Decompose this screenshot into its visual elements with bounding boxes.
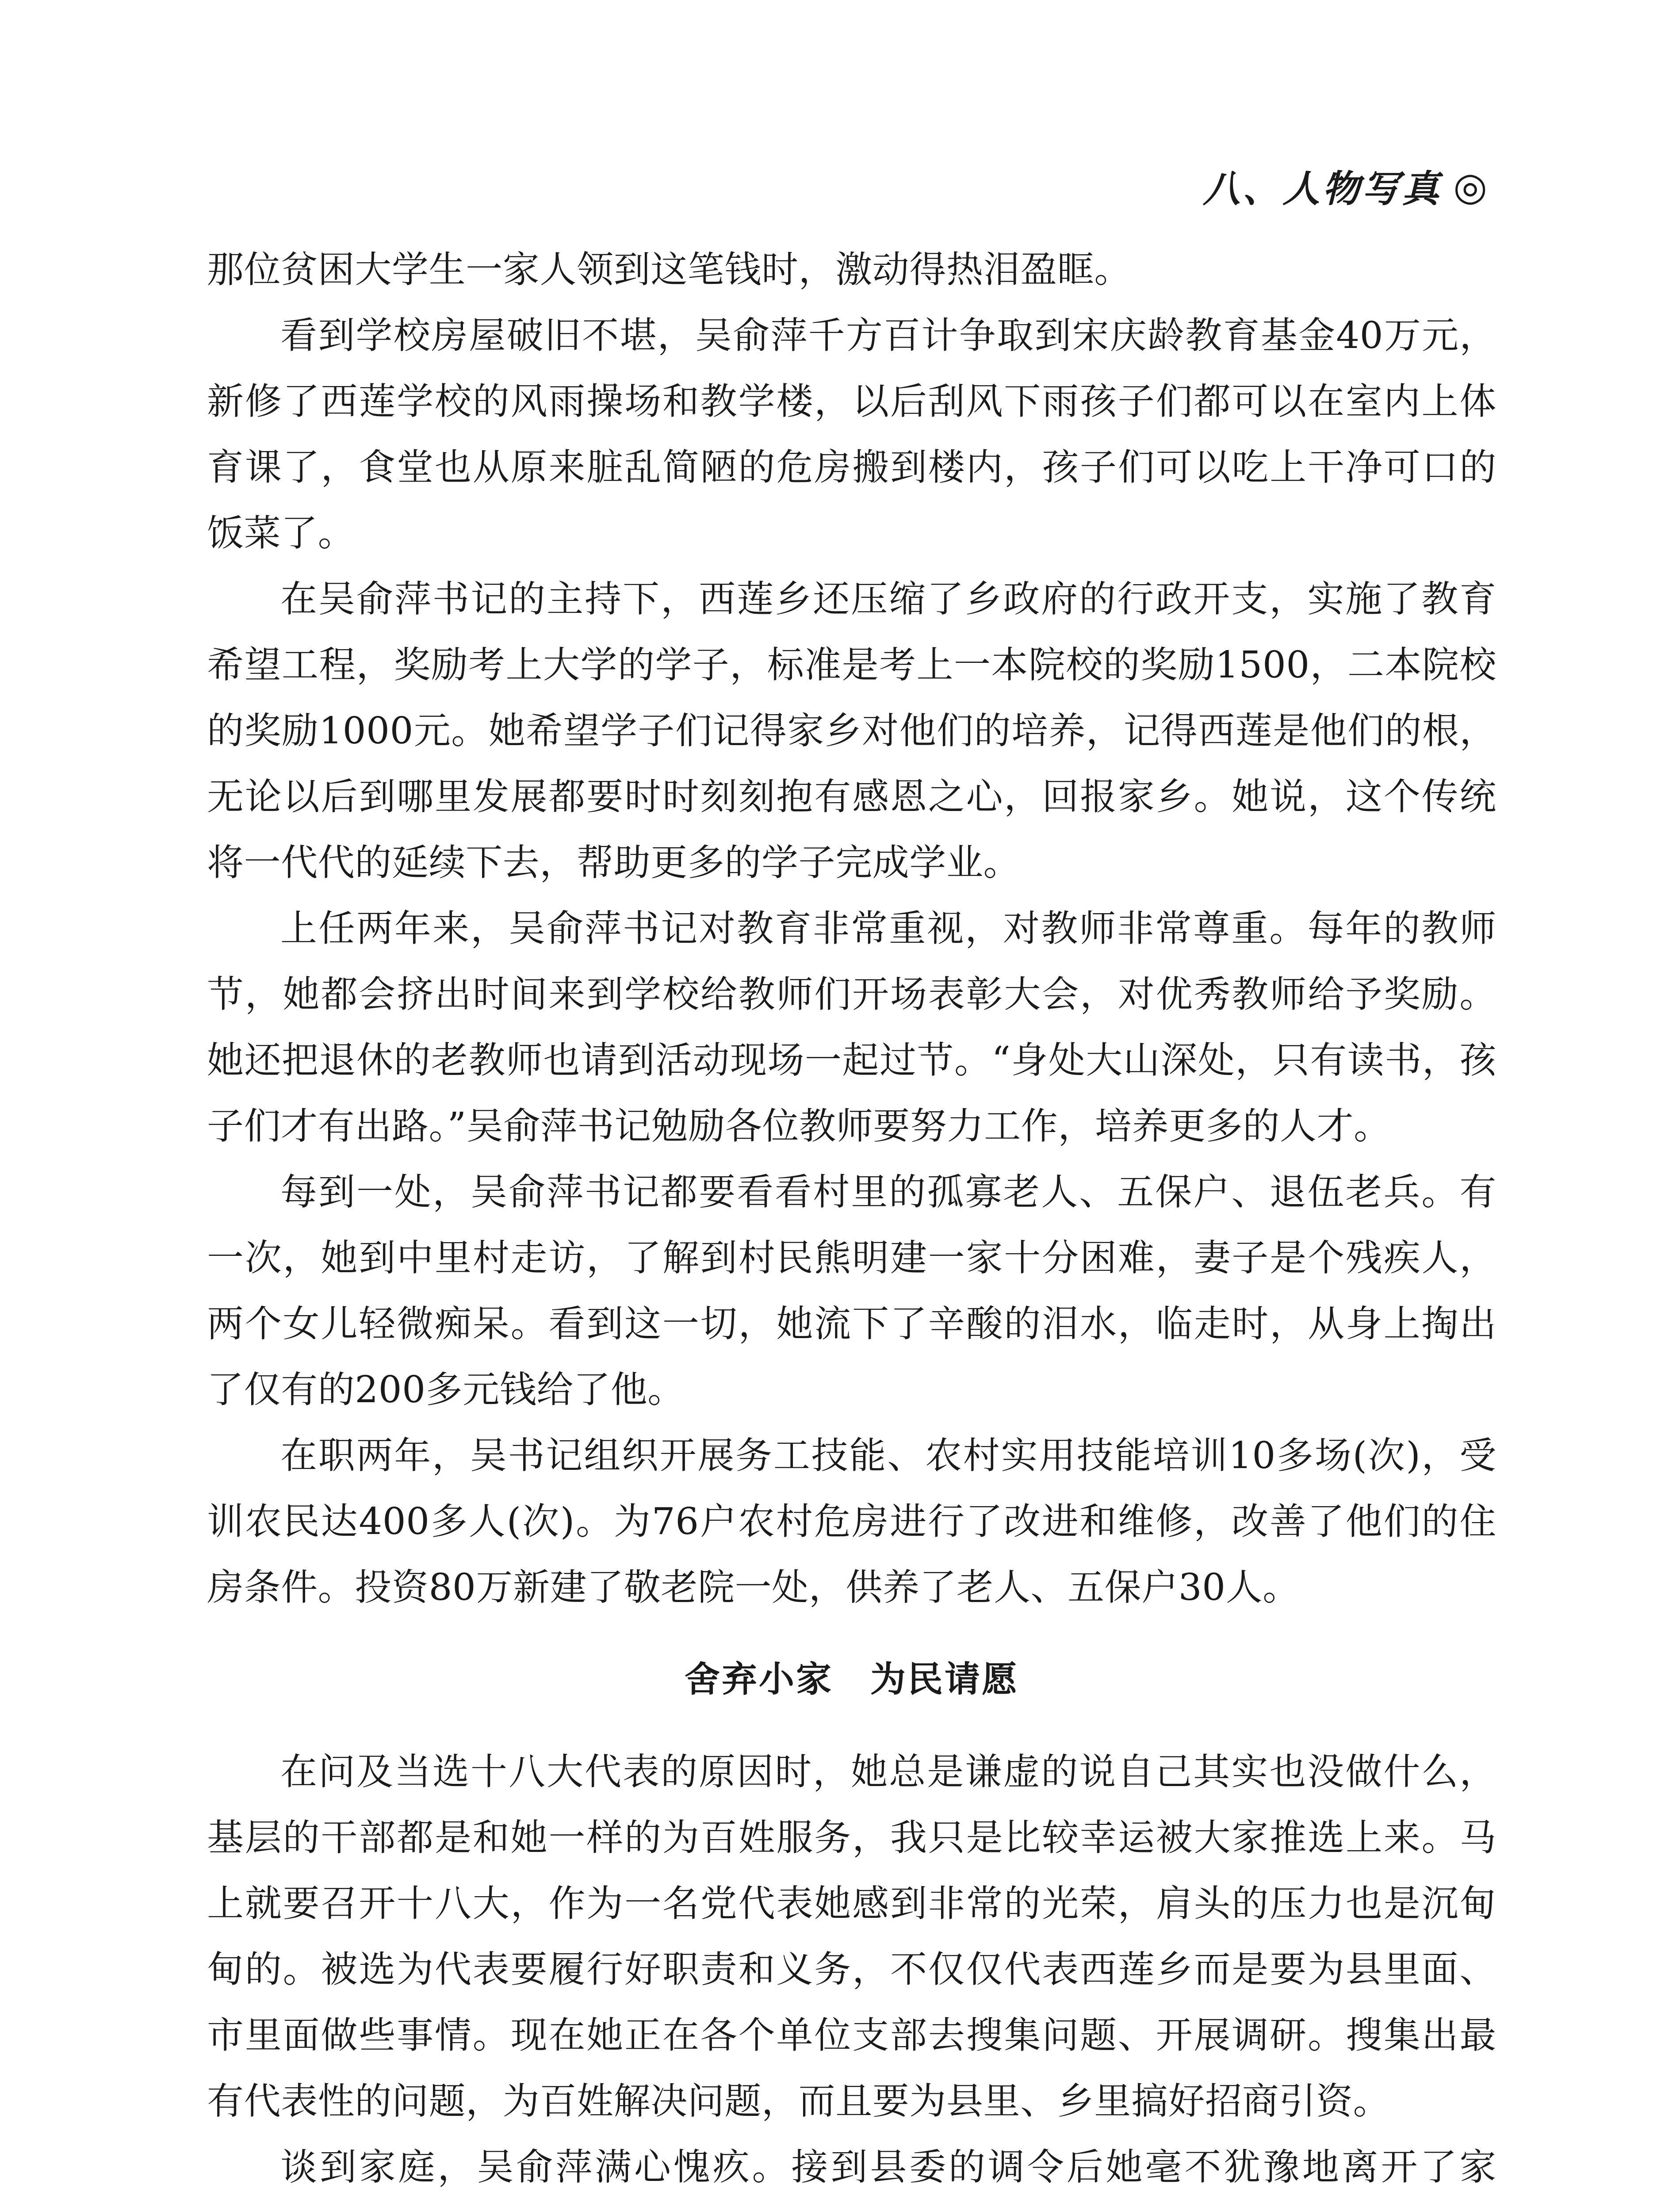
chapter-title: 八、人物写真 (1203, 167, 1442, 210)
paragraph: 在问及当选十八大代表的原因时，她总是谦虚的说自己其实也没做什么，基层的干部都是和她一样的为百姓服务，我只是比较幸运被大家推选上来。马上就要召开十八大，作为一名党代表她感到非常的光荣，肩头的压力也是沉甸甸的。被选为代表要履行好职责和义务，不仅仅代表西莲乡而是要为县里面、市里面做些事情。现在她正在各个单位支部去搜集问题、开展调研。搜集出最有代表性的问题，为百姓解决问题，而且要为县里、乡里搞好招商引资。 (207, 1750, 1496, 2123)
paragraph: 上任两年来，吴俞萍书记对教育非常重视，对教师非常尊重。每年的教师节，她都会挤出时间来到学校给教师们开场表彰大会，对优秀教师给予奖励。她还把退休的老教师也请到活动现场一起过节。“身处大山深处，只有读书，孩子们才有出路。”吴俞萍书记勉励各位教师要努力工作，培养更多的人才。 (207, 907, 1496, 1148)
paragraph-continued: 那位贫困大学生一家人领到这笔钱时，激动得热泪盈眶。 (207, 248, 1131, 291)
paragraph: 看到学校房屋破旧不堪，吴俞萍千方百计争取到宋庆龄教育基金40万元，新修了西莲学校的风雨操场和教学楼，以后刮风下雨孩子们都可以在室内上体育课了，食堂也从原来脏乱简陋的危房搬到楼内，孩子们可以吃上干净可口的饭菜了。 (207, 314, 1496, 555)
paragraph: 每到一处，吴俞萍书记都要看看村里的孤寡老人、五保户、退伍老兵。有一次，她到中里村走访，了解到村民熊明建一家十分困难，妻子是个残疾人，两个女儿轻微痴呆。看到这一切，她流下了辛酸的泪水，临走时，从身上掏出了仅有的200多元钱给了他。 (207, 1171, 1496, 1411)
paragraph: 在吴俞萍书记的主持下，西莲乡还压缩了乡政府的行政开支，实施了教育希望工程，奖励考上大学的学子，标准是考上一本院校的奖励1500，二本院校的奖励1000元。她希望学子们记得家乡对他们的培养，记得西莲是他们的根，无论以后到哪里发展都要时时刻刻抱有感恩之心，回报家乡。她说，这个传统将一代代的延续下去，帮助更多的学子完成学业。 (207, 578, 1496, 884)
double-circle-icon: ◎ (1453, 163, 1490, 209)
paragraph: 谈到家庭，吴俞萍满心愧疚。接到县委的调令后她毫不犹豫地离开了家 (280, 2146, 1496, 2188)
running-header (1203, 159, 1490, 213)
page-body (207, 237, 1496, 2211)
section-heading: 舍弃小家 为民请愿 (685, 1659, 1019, 1700)
paragraph: 在职两年，吴书记组织开展务工技能、农村实用技能培训10多场(次)，受训农民达400多人(次)。为76户农村危房进行了改进和维修，改善了他们的住房条件。投资80万新建了敬老院一处，供养了老人、五保户30人。 (207, 1434, 1496, 1609)
